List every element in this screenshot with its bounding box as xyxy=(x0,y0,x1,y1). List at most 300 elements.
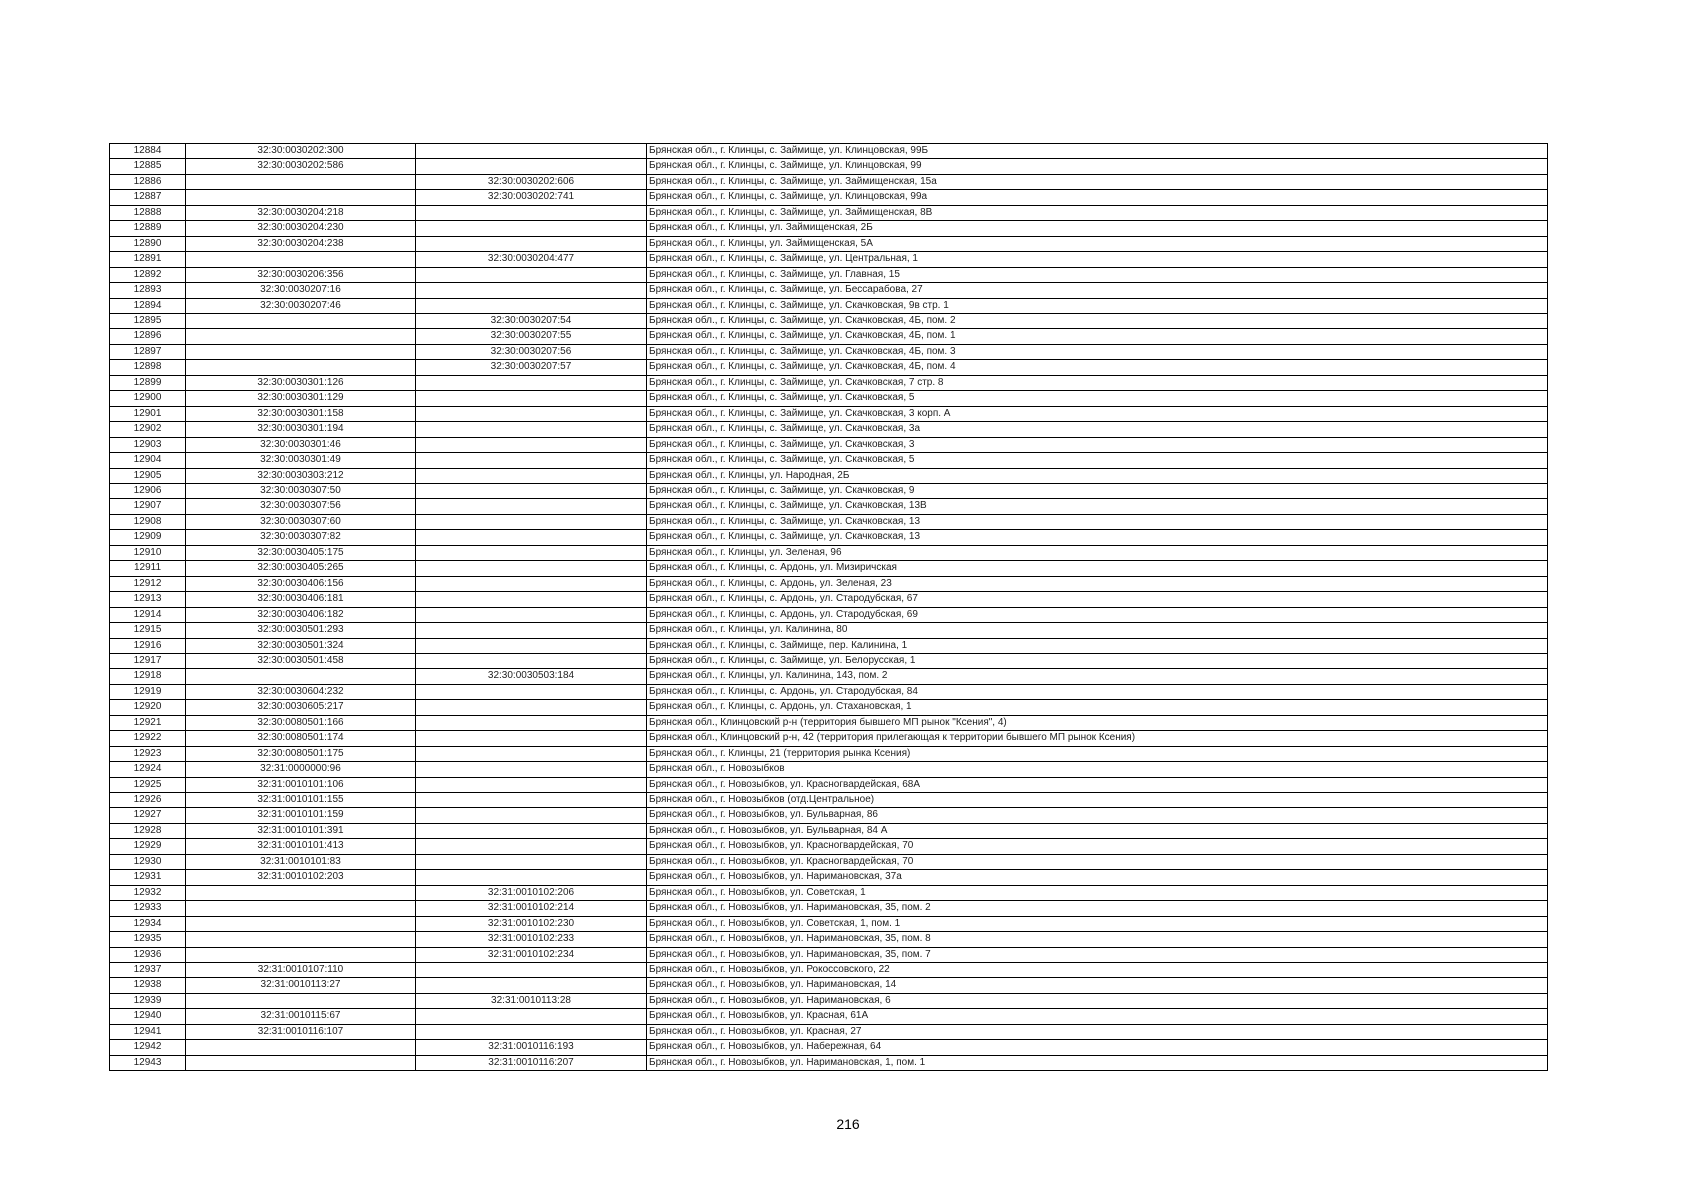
cadastral-number-alt-cell xyxy=(416,545,647,560)
cadastral-number-alt-cell xyxy=(416,468,647,483)
cadastral-number-cell: 32:30:0030301:126 xyxy=(186,375,416,390)
table-row xyxy=(110,1055,1548,1070)
table-row xyxy=(110,453,1548,468)
row-number-cell: 12916 xyxy=(110,638,186,653)
cadastral-number-cell: 32:31:0000000:96 xyxy=(186,762,416,777)
cadastral-number-cell xyxy=(186,669,416,684)
table-row xyxy=(110,870,1548,885)
table-row xyxy=(110,901,1548,916)
address-cell: Брянская обл., г. Клинцы, с. Займище, ул. Скачковская, 7 стр. 8 xyxy=(647,375,1548,390)
address-cell: Брянская обл., г. Клинцы, с. Займище, ул. Скачковская, 4Б, пом. 1 xyxy=(647,329,1548,344)
cadastral-number-alt-cell xyxy=(416,823,647,838)
cadastral-number-alt-cell xyxy=(416,623,647,638)
row-number-cell: 12921 xyxy=(110,715,186,730)
cadastral-number-cell xyxy=(186,947,416,962)
address-cell: Брянская обл., Клинцовский р-н, 42 (территория прилегающая к территории бывшего МП рынок Ксения) xyxy=(647,731,1548,746)
address-cell: Брянская обл., г. Клинцы, ул. Народная, 2Б xyxy=(647,468,1548,483)
table-row xyxy=(110,313,1548,328)
cadastral-number-cell xyxy=(186,1055,416,1070)
address-cell: Брянская обл., г. Клинцы, с. Займище, ул. Скачковская, 9 xyxy=(647,483,1548,498)
address-cell: Брянская обл., г. Клинцы, с. Займище, ул. Скачковская, 4Б, пом. 4 xyxy=(647,360,1548,375)
row-number-cell: 12888 xyxy=(110,205,186,220)
row-number-cell: 12926 xyxy=(110,793,186,808)
address-cell: Брянская обл., г. Новозыбков, ул. Красная, 61А xyxy=(647,1009,1548,1024)
row-number-cell: 12895 xyxy=(110,313,186,328)
cadastral-number-alt-cell xyxy=(416,406,647,421)
cadastral-number-alt-cell: 32:31:0010116:207 xyxy=(416,1055,647,1070)
row-number-cell: 12907 xyxy=(110,499,186,514)
row-number-cell: 12902 xyxy=(110,422,186,437)
address-cell: Брянская обл., г. Новозыбков, ул. Красногвардейская, 68А xyxy=(647,777,1548,792)
row-number-cell: 12894 xyxy=(110,298,186,313)
cadastral-number-cell: 32:30:0030405:265 xyxy=(186,561,416,576)
cadastral-number-cell xyxy=(186,190,416,205)
cadastral-number-alt-cell xyxy=(416,854,647,869)
cadastral-number-cell: 32:30:0030307:82 xyxy=(186,530,416,545)
cadastral-number-cell: 32:30:0030406:156 xyxy=(186,576,416,591)
cadastral-number-cell xyxy=(186,252,416,267)
cadastral-number-alt-cell: 32:30:0030503:184 xyxy=(416,669,647,684)
cadastral-number-cell: 32:31:0010101:413 xyxy=(186,839,416,854)
table-row xyxy=(110,808,1548,823)
row-number-cell: 12904 xyxy=(110,453,186,468)
cadastral-number-alt-cell xyxy=(416,715,647,730)
table-row xyxy=(110,391,1548,406)
table-row xyxy=(110,499,1548,514)
cadastral-number-alt-cell: 32:31:0010102:233 xyxy=(416,932,647,947)
table-row xyxy=(110,545,1548,560)
cadastral-number-alt-cell xyxy=(416,839,647,854)
page-number: 216 xyxy=(836,1116,860,1132)
cadastral-number-cell: 32:30:0030303:212 xyxy=(186,468,416,483)
row-number-cell: 12923 xyxy=(110,746,186,761)
address-cell: Брянская обл., г. Клинцы, с. Ардонь, ул. Стародубская, 67 xyxy=(647,592,1548,607)
row-number-cell: 12927 xyxy=(110,808,186,823)
row-number-cell: 12936 xyxy=(110,947,186,962)
cadastral-number-cell: 32:30:0080501:166 xyxy=(186,715,416,730)
row-number-cell: 12897 xyxy=(110,344,186,359)
cadastral-number-alt-cell xyxy=(416,684,647,699)
cadastral-number-cell: 32:30:0030307:56 xyxy=(186,499,416,514)
address-cell: Брянская обл., г. Новозыбков, ул. Красная, 27 xyxy=(647,1024,1548,1039)
row-number-cell: 12924 xyxy=(110,762,186,777)
cadastral-number-alt-cell: 32:31:0010113:28 xyxy=(416,993,647,1008)
cadastral-number-alt-cell xyxy=(416,561,647,576)
address-cell: Брянская обл., г. Клинцы, с. Ардонь, ул. Мизиричская xyxy=(647,561,1548,576)
row-number-cell: 12915 xyxy=(110,623,186,638)
cadastral-number-alt-cell xyxy=(416,870,647,885)
cadastral-number-alt-cell xyxy=(416,283,647,298)
row-number-cell: 12896 xyxy=(110,329,186,344)
table-row xyxy=(110,360,1548,375)
cadastral-number-alt-cell xyxy=(416,731,647,746)
cadastral-number-cell xyxy=(186,993,416,1008)
table-row xyxy=(110,144,1548,159)
cadastral-number-alt-cell: 32:30:0030207:57 xyxy=(416,360,647,375)
address-cell: Брянская обл., г. Клинцы, с. Займище, ул. Скачковская, 9в стр. 1 xyxy=(647,298,1548,313)
row-number-cell: 12930 xyxy=(110,854,186,869)
row-number-cell: 12931 xyxy=(110,870,186,885)
cadastral-number-cell xyxy=(186,344,416,359)
address-cell: Брянская обл., г. Новозыбков, ул. Рокоссовского, 22 xyxy=(647,963,1548,978)
table-row xyxy=(110,762,1548,777)
cadastral-number-cell: 32:30:0030202:586 xyxy=(186,159,416,174)
table-row xyxy=(110,530,1548,545)
address-cell: Брянская обл., г. Клинцы, с. Займище, ул. Скачковская, 13В xyxy=(647,499,1548,514)
table-row xyxy=(110,406,1548,421)
row-number-cell: 12929 xyxy=(110,839,186,854)
address-cell: Брянская обл., г. Клинцы, с. Займище, ул. Скачковская, 3а xyxy=(647,422,1548,437)
address-cell: Брянская обл., г. Клинцы, с. Займище, ул. Клинцовская, 99а xyxy=(647,190,1548,205)
cadastral-number-cell: 32:30:0030301:46 xyxy=(186,437,416,452)
row-number-cell: 12884 xyxy=(110,144,186,159)
cadastral-number-alt-cell xyxy=(416,499,647,514)
address-cell: Брянская обл., г. Клинцы, с. Займище, ул. Займищенская, 8В xyxy=(647,205,1548,220)
cadastral-number-alt-cell xyxy=(416,530,647,545)
cadastral-number-cell: 32:31:0010101:159 xyxy=(186,808,416,823)
table-row xyxy=(110,252,1548,267)
address-cell: Брянская обл., г. Новозыбков, ул. Наримановская, 35, пом. 2 xyxy=(647,901,1548,916)
cadastral-number-cell: 32:30:0030204:218 xyxy=(186,205,416,220)
address-cell: Брянская обл., г. Новозыбков, ул. Советская, 1 xyxy=(647,885,1548,900)
table-row xyxy=(110,731,1548,746)
table-row xyxy=(110,684,1548,699)
cadastral-number-alt-cell xyxy=(416,453,647,468)
cadastral-number-cell: 32:30:0030406:182 xyxy=(186,607,416,622)
cadastral-number-cell xyxy=(186,901,416,916)
cadastral-number-alt-cell xyxy=(416,592,647,607)
table-row xyxy=(110,793,1548,808)
row-number-cell: 12918 xyxy=(110,669,186,684)
cadastral-number-alt-cell xyxy=(416,298,647,313)
row-number-cell: 12919 xyxy=(110,684,186,699)
row-number-cell: 12917 xyxy=(110,653,186,668)
cadastral-number-cell: 32:30:0030204:238 xyxy=(186,236,416,251)
address-cell: Брянская обл., г. Клинцы, с. Ардонь, ул. Стахановская, 1 xyxy=(647,700,1548,715)
row-number-cell: 12943 xyxy=(110,1055,186,1070)
address-cell: Брянская обл., г. Клинцы, с. Займище, ул. Центральная, 1 xyxy=(647,252,1548,267)
table-row xyxy=(110,267,1548,282)
cadastral-number-cell: 32:30:0030501:324 xyxy=(186,638,416,653)
cadastral-number-alt-cell: 32:31:0010102:230 xyxy=(416,916,647,931)
table-row xyxy=(110,947,1548,962)
address-cell: Брянская обл., г. Новозыбков, ул. Наримановская, 14 xyxy=(647,978,1548,993)
cadastral-number-alt-cell: 32:30:0030207:56 xyxy=(416,344,647,359)
cadastral-number-alt-cell xyxy=(416,391,647,406)
table-row xyxy=(110,283,1548,298)
cadastral-number-cell: 32:30:0030604:232 xyxy=(186,684,416,699)
cadastral-number-alt-cell xyxy=(416,267,647,282)
table-row xyxy=(110,437,1548,452)
cadastral-number-alt-cell xyxy=(416,762,647,777)
row-number-cell: 12898 xyxy=(110,360,186,375)
row-number-cell: 12922 xyxy=(110,731,186,746)
cadastral-number-alt-cell: 32:30:0030202:741 xyxy=(416,190,647,205)
address-cell: Брянская обл., г. Клинцы, с. Займище, ул. Скачковская, 13 xyxy=(647,514,1548,529)
cadastral-number-alt-cell xyxy=(416,422,647,437)
table-row xyxy=(110,993,1548,1008)
table-row xyxy=(110,159,1548,174)
row-number-cell: 12906 xyxy=(110,483,186,498)
cadastral-number-cell xyxy=(186,360,416,375)
row-number-cell: 12928 xyxy=(110,823,186,838)
address-cell: Брянская обл., г. Клинцы, с. Ардонь, ул. Зеленая, 23 xyxy=(647,576,1548,591)
table-row xyxy=(110,422,1548,437)
cadastral-number-alt-cell xyxy=(416,746,647,761)
table-row xyxy=(110,607,1548,622)
row-number-cell: 12893 xyxy=(110,283,186,298)
table-row xyxy=(110,839,1548,854)
address-cell: Брянская обл., г. Клинцы, с. Ардонь, ул. Стародубская, 69 xyxy=(647,607,1548,622)
cadastral-number-alt-cell: 32:30:0030207:55 xyxy=(416,329,647,344)
row-number-cell: 12925 xyxy=(110,777,186,792)
table-row xyxy=(110,1024,1548,1039)
table-row xyxy=(110,344,1548,359)
cadastral-number-cell: 32:30:0030405:175 xyxy=(186,545,416,560)
table-row xyxy=(110,468,1548,483)
row-number-cell: 12899 xyxy=(110,375,186,390)
row-number-cell: 12891 xyxy=(110,252,186,267)
cadastral-number-alt-cell xyxy=(416,221,647,236)
registry-table xyxy=(109,143,1548,1071)
address-cell: Брянская обл., г. Новозыбков, ул. Советская, 1, пом. 1 xyxy=(647,916,1548,931)
address-cell: Брянская обл., г. Новозыбков, ул. Наримановская, 37а xyxy=(647,870,1548,885)
row-number-cell: 12908 xyxy=(110,514,186,529)
table-row xyxy=(110,623,1548,638)
row-number-cell: 12942 xyxy=(110,1040,186,1055)
row-number-cell: 12940 xyxy=(110,1009,186,1024)
cadastral-number-cell xyxy=(186,1040,416,1055)
cadastral-number-alt-cell: 32:30:0030202:606 xyxy=(416,174,647,189)
table-row xyxy=(110,823,1548,838)
table-row xyxy=(110,592,1548,607)
cadastral-number-alt-cell xyxy=(416,576,647,591)
address-cell: Брянская обл., г. Новозыбков, ул. Красногвардейская, 70 xyxy=(647,839,1548,854)
cadastral-number-cell: 32:30:0030605:217 xyxy=(186,700,416,715)
cadastral-number-alt-cell: 32:31:0010102:234 xyxy=(416,947,647,962)
cadastral-number-alt-cell: 32:31:0010102:206 xyxy=(416,885,647,900)
address-cell: Брянская обл., г. Клинцы, с. Займище, пер. Калинина, 1 xyxy=(647,638,1548,653)
table-row xyxy=(110,715,1548,730)
cadastral-number-cell: 32:30:0030501:293 xyxy=(186,623,416,638)
address-cell: Брянская обл., г. Клинцы, с. Займище, ул. Скачковская, 13 xyxy=(647,530,1548,545)
address-cell: Брянская обл., г. Клинцы, с. Займище, ул. Займищенская, 15а xyxy=(647,174,1548,189)
table-row xyxy=(110,514,1548,529)
cadastral-number-alt-cell xyxy=(416,514,647,529)
row-number-cell: 12911 xyxy=(110,561,186,576)
table-row xyxy=(110,221,1548,236)
address-cell: Брянская обл., г. Клинцы, ул. Калинина, 143, пом. 2 xyxy=(647,669,1548,684)
table-row xyxy=(110,777,1548,792)
cadastral-number-cell xyxy=(186,313,416,328)
address-cell: Брянская обл., г. Клинцы, 21 (территория рынка Ксения) xyxy=(647,746,1548,761)
cadastral-number-cell: 32:31:0010113:27 xyxy=(186,978,416,993)
cadastral-number-cell: 32:30:0030301:129 xyxy=(186,391,416,406)
table-row xyxy=(110,963,1548,978)
cadastral-number-cell: 32:31:0010116:107 xyxy=(186,1024,416,1039)
row-number-cell: 12913 xyxy=(110,592,186,607)
cadastral-number-cell: 32:30:0030406:181 xyxy=(186,592,416,607)
table-row xyxy=(110,885,1548,900)
cadastral-number-alt-cell xyxy=(416,607,647,622)
address-cell: Брянская обл., г. Новозыбков, ул. Наримановская, 6 xyxy=(647,993,1548,1008)
registry-table-body xyxy=(110,144,1548,1071)
row-number-cell: 12914 xyxy=(110,607,186,622)
cadastral-number-cell: 32:30:0030307:50 xyxy=(186,483,416,498)
cadastral-number-alt-cell xyxy=(416,437,647,452)
table-row xyxy=(110,298,1548,313)
address-cell: Брянская обл., г. Клинцы, ул. Займищенская, 2Б xyxy=(647,221,1548,236)
row-number-cell: 12892 xyxy=(110,267,186,282)
table-row xyxy=(110,205,1548,220)
table-row xyxy=(110,329,1548,344)
table-row xyxy=(110,638,1548,653)
address-cell: Брянская обл., Клинцовский р-н (территория бывшего МП рынок "Ксения", 4) xyxy=(647,715,1548,730)
cadastral-number-cell: 32:31:0010115:67 xyxy=(186,1009,416,1024)
address-cell: Брянская обл., г. Клинцы, с. Займище, ул. Бессарабова, 27 xyxy=(647,283,1548,298)
cadastral-number-alt-cell: 32:30:0030207:54 xyxy=(416,313,647,328)
table-row xyxy=(110,700,1548,715)
cadastral-number-cell: 32:31:0010101:83 xyxy=(186,854,416,869)
table-row xyxy=(110,1040,1548,1055)
cadastral-number-cell: 32:31:0010102:203 xyxy=(186,870,416,885)
row-number-cell: 12920 xyxy=(110,700,186,715)
address-cell: Брянская обл., г. Новозыбков, ул. Набережная, 64 xyxy=(647,1040,1548,1055)
table-row xyxy=(110,1009,1548,1024)
cadastral-number-cell xyxy=(186,329,416,344)
table-row xyxy=(110,978,1548,993)
cadastral-number-alt-cell xyxy=(416,963,647,978)
address-cell: Брянская обл., г. Клинцы, ул. Зеленая, 96 xyxy=(647,545,1548,560)
address-cell: Брянская обл., г. Новозыбков, ул. Наримановская, 35, пом. 7 xyxy=(647,947,1548,962)
row-number-cell: 12900 xyxy=(110,391,186,406)
cadastral-number-alt-cell: 32:30:0030204:477 xyxy=(416,252,647,267)
table-row xyxy=(110,932,1548,947)
cadastral-number-alt-cell xyxy=(416,808,647,823)
row-number-cell: 12933 xyxy=(110,901,186,916)
row-number-cell: 12901 xyxy=(110,406,186,421)
cadastral-number-cell: 32:30:0030204:230 xyxy=(186,221,416,236)
cadastral-number-alt-cell xyxy=(416,483,647,498)
table-row xyxy=(110,174,1548,189)
row-number-cell: 12909 xyxy=(110,530,186,545)
cadastral-number-alt-cell: 32:31:0010102:214 xyxy=(416,901,647,916)
cadastral-number-cell: 32:30:0030207:46 xyxy=(186,298,416,313)
cadastral-number-alt-cell xyxy=(416,144,647,159)
address-cell: Брянская обл., г. Клинцы, с. Займище, ул. Клинцовская, 99Б xyxy=(647,144,1548,159)
cadastral-number-cell: 32:30:0080501:175 xyxy=(186,746,416,761)
cadastral-number-cell: 32:31:0010101:391 xyxy=(186,823,416,838)
cadastral-number-cell: 32:30:0030202:300 xyxy=(186,144,416,159)
row-number-cell: 12935 xyxy=(110,932,186,947)
cadastral-number-cell: 32:30:0030301:49 xyxy=(186,453,416,468)
address-cell: Брянская обл., г. Новозыбков, ул. Наримановская, 35, пом. 8 xyxy=(647,932,1548,947)
cadastral-number-alt-cell xyxy=(416,1024,647,1039)
row-number-cell: 12910 xyxy=(110,545,186,560)
address-cell: Брянская обл., г. Новозыбков, ул. Бульварная, 84 А xyxy=(647,823,1548,838)
address-cell: Брянская обл., г. Новозыбков xyxy=(647,762,1548,777)
row-number-cell: 12886 xyxy=(110,174,186,189)
table-row xyxy=(110,669,1548,684)
cadastral-number-cell: 32:31:0010107:110 xyxy=(186,963,416,978)
row-number-cell: 12889 xyxy=(110,221,186,236)
address-cell: Брянская обл., г. Клинцы, с. Займище, ул. Главная, 15 xyxy=(647,267,1548,282)
cadastral-number-cell: 32:30:0030206:356 xyxy=(186,267,416,282)
row-number-cell: 12885 xyxy=(110,159,186,174)
row-number-cell: 12932 xyxy=(110,885,186,900)
address-cell: Брянская обл., г. Клинцы, с. Займище, ул. Клинцовская, 99 xyxy=(647,159,1548,174)
row-number-cell: 12912 xyxy=(110,576,186,591)
table-row xyxy=(110,746,1548,761)
cadastral-number-cell: 32:30:0030501:458 xyxy=(186,653,416,668)
address-cell: Брянская обл., г. Клинцы, с. Займище, ул. Белорусская, 1 xyxy=(647,653,1548,668)
address-cell: Брянская обл., г. Клинцы, с. Займище, ул. Скачковская, 5 xyxy=(647,453,1548,468)
row-number-cell: 12887 xyxy=(110,190,186,205)
cadastral-number-cell: 32:30:0030307:60 xyxy=(186,514,416,529)
cadastral-number-cell: 32:30:0030301:194 xyxy=(186,422,416,437)
address-cell: Брянская обл., г. Клинцы, с. Займище, ул. Скачковская, 5 xyxy=(647,391,1548,406)
cadastral-number-alt-cell xyxy=(416,159,647,174)
address-cell: Брянская обл., г. Клинцы, с. Займище, ул. Скачковская, 3 корп. А xyxy=(647,406,1548,421)
cadastral-number-alt-cell xyxy=(416,236,647,251)
cadastral-number-alt-cell xyxy=(416,375,647,390)
cadastral-number-cell xyxy=(186,174,416,189)
table-row xyxy=(110,854,1548,869)
cadastral-number-alt-cell xyxy=(416,793,647,808)
cadastral-number-cell xyxy=(186,932,416,947)
cadastral-number-alt-cell xyxy=(416,1009,647,1024)
address-cell: Брянская обл., г. Клинцы, ул. Займищенская, 5А xyxy=(647,236,1548,251)
cadastral-number-cell: 32:31:0010101:106 xyxy=(186,777,416,792)
address-cell: Брянская обл., г. Клинцы, с. Ардонь, ул. Стародубская, 84 xyxy=(647,684,1548,699)
address-cell: Брянская обл., г. Новозыбков (отд.Центральное) xyxy=(647,793,1548,808)
row-number-cell: 12934 xyxy=(110,916,186,931)
address-cell: Брянская обл., г. Новозыбков, ул. Красногвардейская, 70 xyxy=(647,854,1548,869)
row-number-cell: 12941 xyxy=(110,1024,186,1039)
address-cell: Брянская обл., г. Клинцы, с. Займище, ул. Скачковская, 4Б, пом. 3 xyxy=(647,344,1548,359)
row-number-cell: 12905 xyxy=(110,468,186,483)
cadastral-number-cell xyxy=(186,885,416,900)
table-row xyxy=(110,190,1548,205)
cadastral-number-alt-cell xyxy=(416,205,647,220)
address-cell: Брянская обл., г. Клинцы, ул. Калинина, 80 xyxy=(647,623,1548,638)
row-number-cell: 12938 xyxy=(110,978,186,993)
cadastral-number-cell xyxy=(186,916,416,931)
cadastral-number-cell: 32:30:0030301:158 xyxy=(186,406,416,421)
table-row xyxy=(110,576,1548,591)
table-row xyxy=(110,916,1548,931)
cadastral-number-alt-cell xyxy=(416,700,647,715)
table-row xyxy=(110,653,1548,668)
table-row xyxy=(110,375,1548,390)
address-cell: Брянская обл., г. Клинцы, с. Займище, ул. Скачковская, 4Б, пом. 2 xyxy=(647,313,1548,328)
address-cell: Брянская обл., г. Новозыбков, ул. Наримановская, 1, пом. 1 xyxy=(647,1055,1548,1070)
row-number-cell: 12939 xyxy=(110,993,186,1008)
cadastral-number-alt-cell xyxy=(416,777,647,792)
cadastral-number-alt-cell xyxy=(416,638,647,653)
cadastral-number-alt-cell: 32:31:0010116:193 xyxy=(416,1040,647,1055)
address-cell: Брянская обл., г. Клинцы, с. Займище, ул. Скачковская, 3 xyxy=(647,437,1548,452)
row-number-cell: 12890 xyxy=(110,236,186,251)
cadastral-number-cell: 32:30:0030207:16 xyxy=(186,283,416,298)
cadastral-number-cell: 32:31:0010101:155 xyxy=(186,793,416,808)
table-row xyxy=(110,483,1548,498)
table-row xyxy=(110,561,1548,576)
cadastral-number-alt-cell xyxy=(416,653,647,668)
row-number-cell: 12903 xyxy=(110,437,186,452)
row-number-cell: 12937 xyxy=(110,963,186,978)
cadastral-number-alt-cell xyxy=(416,978,647,993)
